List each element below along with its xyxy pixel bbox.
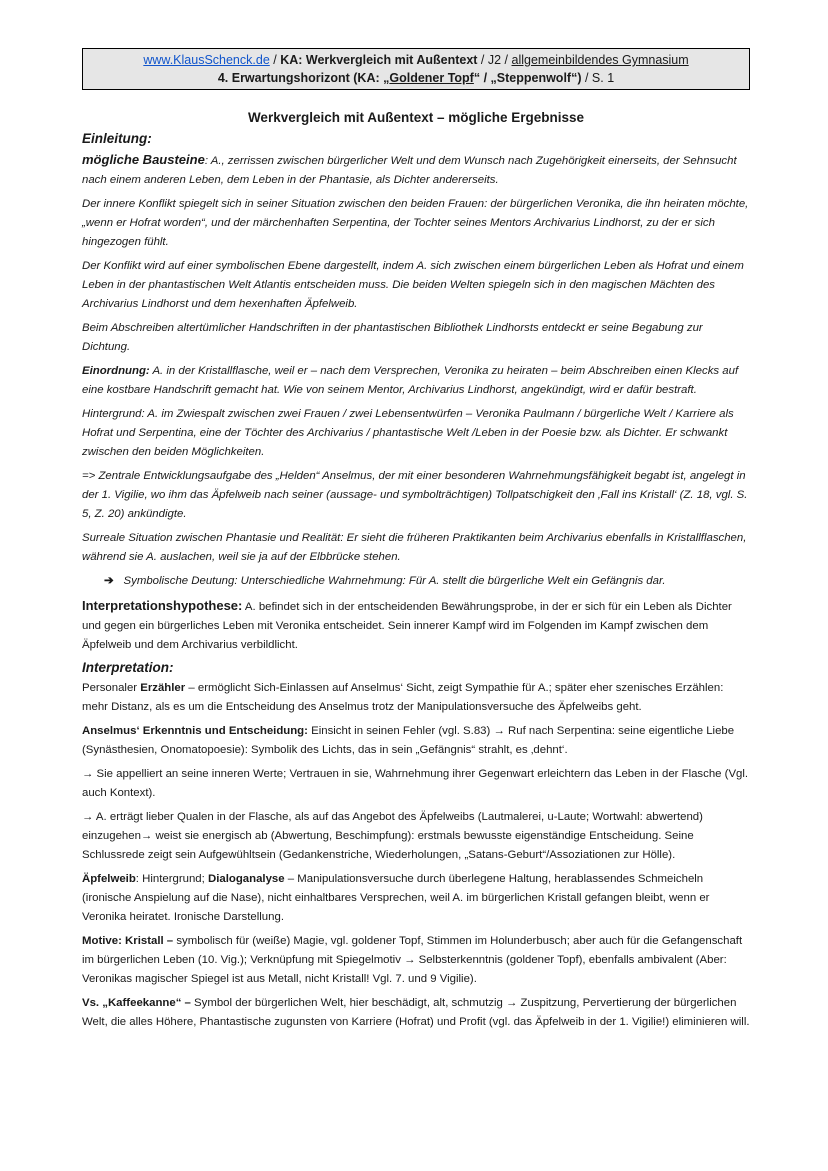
document-page <box>82 48 750 1037</box>
paragraph-einordnung: Einordnung: A. in der Kristallflasche, weil er – nach dem Versprechen, Veronika zu heiraten – beim Abschreiben einen Klecks auf eine kostbare Handschrift gemacht hat. Wie von seinem Mentor, Archivarius Lindhorst, angekündigt, wird er dafür bestraft. <box>82 365 739 396</box>
header-line-2: 4. Erwartungshorizont (KA: „Goldener Topf“ / „Steppenwolf“) / S. 1 <box>217 71 615 85</box>
site-link[interactable]: www.KlausSchenck.de <box>143 53 270 67</box>
paragraph: Personaler Erzähler – ermöglicht Sich-Einlassen auf Anselmus‘ Sicht, zeigt Sympathie für A.; später eher szenisches Erzählen: mehr Distanz, als es um die Entscheidung des Anselmus trotz der Manipulationsversuche des Äpfelweibs geht. <box>82 682 724 713</box>
paragraph: Der innere Konflikt spiegelt sich in seiner Situation zwischen den beiden Frauen: der bürgerlichen Veronika, die ihn heiraten möchte, „wenn er Hofrat worden“, und der märchenhaften Serpentina, der Tochter seines Mentors Archivarius Lindhorst, zu der er sich hingezogen fühlt. <box>82 198 749 248</box>
paragraph: Beim Abschreiben altertümlicher Handschriften in der phantastischen Bibliothek Lindhorsts entdeckt er seine Begabung zur Dichtung. <box>82 322 703 353</box>
paragraph-arrow: ➔ Symbolische Deutung: Unterschiedliche Wahrnehmung: Für A. stellt die bürgerliche Welt ein Gefängnis dar. <box>104 575 666 587</box>
header-line-1: www.KlausSchenck.de / KA: Werkvergleich mit Außentext / J2 / allgemeinbildendes Gymnasium <box>143 53 689 67</box>
einleitung-heading: Einleitung: <box>82 131 152 146</box>
paragraph: Der Konflikt wird auf einer symbolischen Ebene dargestellt, indem A. sich zwischen einem bürgerlichen Leben als Hofrat und einem Leben in der phantastischen Welt Atlantis entscheiden muss. Die beiden Welten spiegeln sich in den magischen Mächten des Archivarius Lindhorst und dem hexenhaften Äpfelweib. <box>82 260 744 310</box>
ka-label: KA: Werkvergleich mit Außentext <box>280 53 478 67</box>
paragraph: => Zentrale Entwicklungsaufgabe des „Helden“ Anselmus, der mit einer besonderen Wahrnehmungsfähigkeit begabt ist, angelegt in der 1. Vigilie, wo ihm das Äpfelweib nach seiner (aussage- und symbolträchtigen) Tollpatschigkeit den ‚Fall ins Kristall‘ (Z. 18, vgl. S. 5, Z. 20) ankündigte. <box>82 470 748 520</box>
paragraph: Vs. „Kaffeekanne“ – Symbol der bürgerlichen Welt, hier beschädigt, alt, schmutzig → Zuspitzung, Pervertierung der bürgerlichen Welt, die alles Höhere, Phantastische zugunsten von Karriere (Hofrat) und Profit (vgl. das Äpfelweib in der 1. Vigilie!) eliminieren will. <box>82 997 750 1028</box>
paragraph: → Sie appelliert an seine inneren Werte; Vertrauen in sie, Wahrnehmung ihrer Gegenwart erleichtern das Leben in der Flasche (Vgl. auch Kontext). <box>82 768 749 799</box>
school-label: allgemeinbildendes Gymnasium <box>511 53 689 67</box>
paragraph-bausteine: mögliche Bausteine: A., zerrissen zwischen bürgerlicher Welt und dem Wunsch nach Zugehörigkeit einerseits, der Sehnsucht nach einem anderen Leben, dem Leben in der Phantasie, als Dichter andererseits. <box>82 152 737 186</box>
page-title: Werkvergleich mit Außentext – mögliche Ergebnisse <box>247 110 585 125</box>
page-number: / S. 1 <box>581 71 615 85</box>
paragraph-hypothese: Interpretationshypothese: A. befindet sich in der entscheidenden Bewährungsprobe, in der er sich für ein Leben als Dichter und gegen ein bürgerliches Leben mit Veronika entscheidet. Sein innerer Kampf wird im Folgenden im Kampf zwischen dem Äpfelweib und dem Archivarius verbildlicht. <box>82 598 732 651</box>
paragraph: Anselmus‘ Erkenntnis und Entscheidung: Einsicht in seinen Fehler (vgl. S.83) → Ruf nach Serpentina: seine eigentliche Liebe (Synästhesien, Onomatopoesie): Symbolik des Lichts, das in sein „Gefängnis“ strahlt, es ‚dehnt‘. <box>82 725 735 756</box>
paragraph: Äpfelweib: Hintergrund; Dialoganalyse – Manipulationsversuche durch überlegene Haltung, herablassendes Schmeicheln (ironische Anspielung auf die Nase), nicht einhaltbares Versprechen, weil A. im bürgerlichen Kristall gefangen bleibt, wenn er Veronika heiratet. Ironische Darstellung. <box>82 873 710 923</box>
interpretation-heading: Interpretation: <box>82 660 174 675</box>
arrow-icon: ➔ <box>104 575 114 587</box>
topf-label: Goldener Topf <box>389 71 474 85</box>
paragraph: Motive: Kristall – symbolisch für (weiße) Magie, vgl. goldener Topf, Stimmen im Holunderbusch; aber auch für die Gefangenschaft im bürgerlichen Leben (10. Vig.); Verknüpfung mit Spiegelmotiv → Selbsterkenntnis (goldener Topf), ebenfalls ambivalent (Aber: Veronikas magischer Spiegel ist aus Metall, nicht Kristall! Vgl. 7. und 9 Vigilie). <box>82 935 743 985</box>
paragraph: → A. erträgt lieber Qualen in der Flasche, als auf das Angebot des Äpfelweibs (Lautmalerei, u-Laute; Wortwahl: abwertend) einzugehen→ weist sie energisch ab (Abwertung, Beschimpfung): erstmals bewusste eigenständige Entscheidung. Seine Schlussrede zeigt sein Aufgewühltsein (Gedankenstriche, Wiederholungen, „Satans-Geburt“/Assoziationen zur Hölle). <box>82 811 703 861</box>
document-header <box>82 48 750 90</box>
paragraph: Surreale Situation zwischen Phantasie und Realität: Er sieht die früheren Praktikanten beim Archivarius ebenfalls in Kristallflaschen, während sie A. auslachen, weil sie ja auf der Elbbrücke stehen. <box>82 532 747 563</box>
paragraph: Hintergrund: A. im Zwiespalt zwischen zwei Frauen / zwei Lebensentwürfen – Veronika Paulmann / bürgerliche Welt / Karriere als Hofrat und Serpentina, eine der Töchter des Archivarius / phantastische Welt /Leben in der Poesie bzw. als Dichter. Er schwankt zwischen den beiden Möglichkeiten. <box>82 408 734 458</box>
